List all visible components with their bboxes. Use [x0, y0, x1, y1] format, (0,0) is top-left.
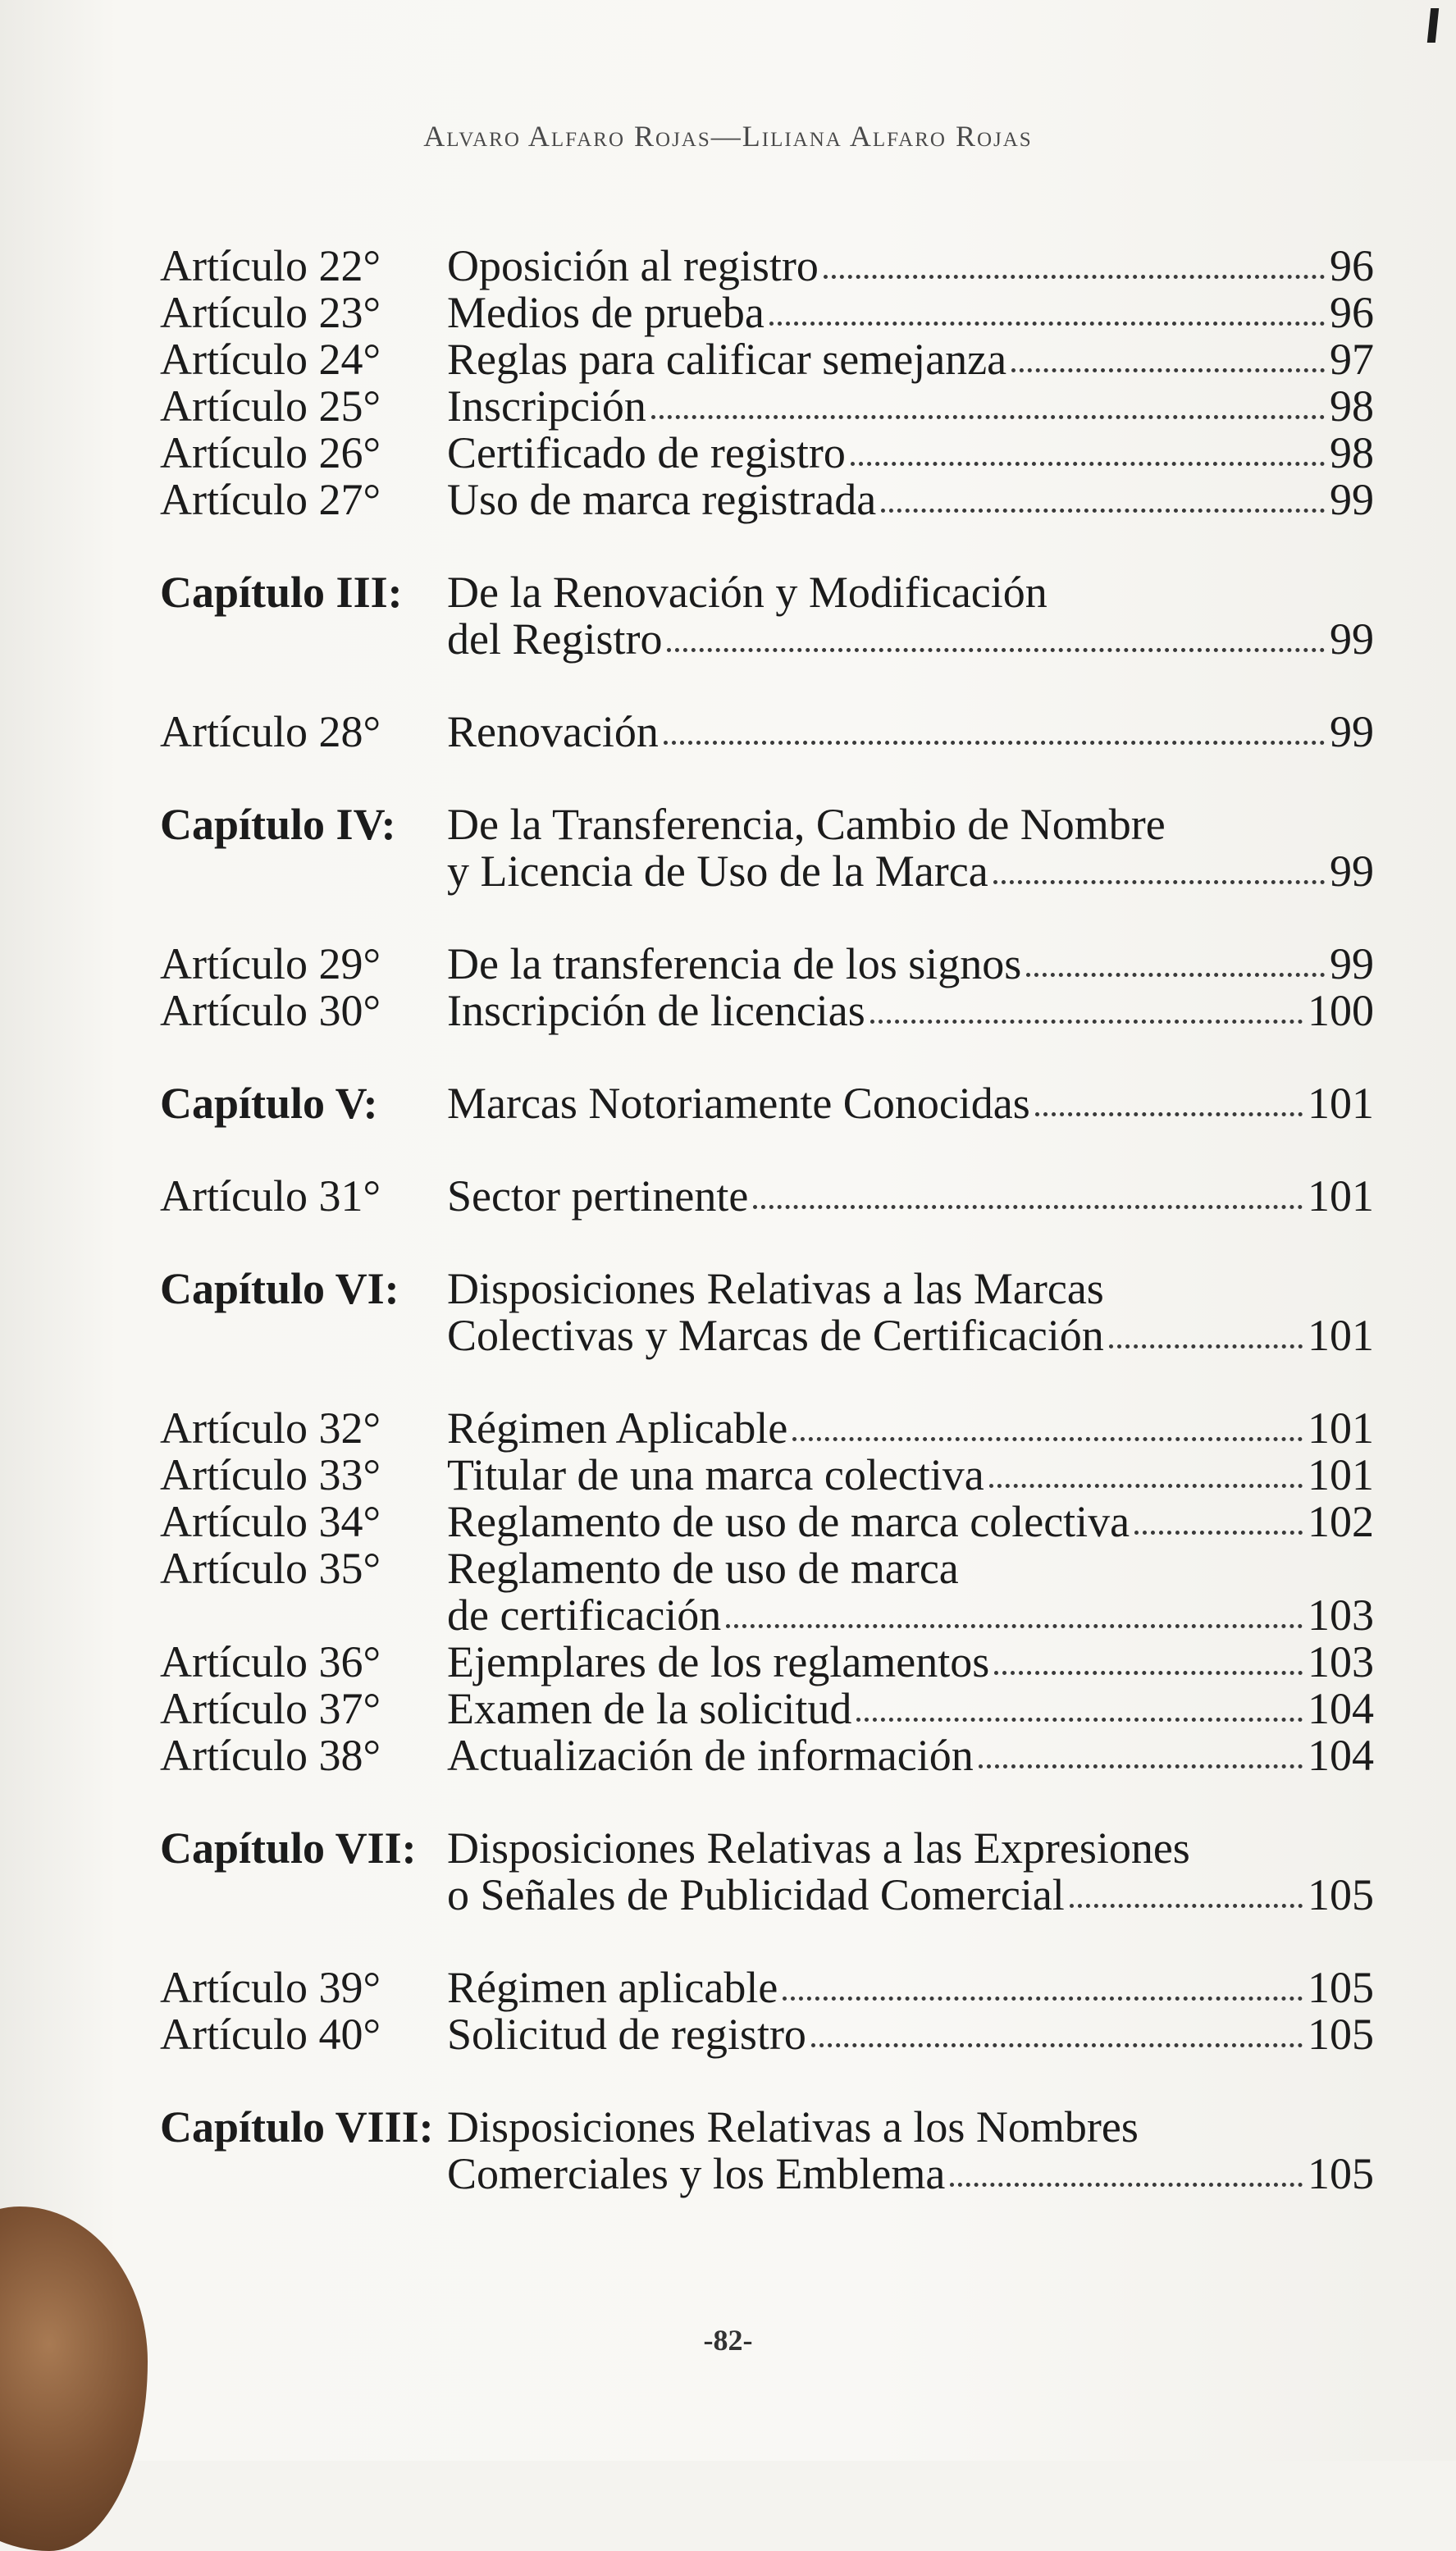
toc-chapter-row	[160, 1080, 1374, 1127]
dot-leader	[989, 1484, 1303, 1488]
dot-leader	[664, 741, 1325, 745]
dot-leader	[950, 2183, 1303, 2187]
entry-title: Actualización de información	[447, 1731, 974, 1780]
toc-article-row	[160, 1686, 1374, 1732]
toc-chapter-row	[160, 801, 1374, 848]
page-number: -82-	[703, 2324, 753, 2357]
entry-title: Solicitud de registro	[447, 2010, 806, 2059]
entry-page-number: 101	[1308, 1079, 1374, 1128]
toc-chapter-row	[160, 1312, 1374, 1359]
entry-title: Colectivas y Marcas de Certificación	[447, 1311, 1104, 1360]
toc-article-row	[160, 2011, 1374, 2058]
chapter-label: Capítulo III:	[160, 568, 403, 617]
entry-page-number: 101	[1308, 1403, 1374, 1453]
chapter-label: Capítulo VIII:	[160, 2102, 434, 2152]
entry-page-number: 101	[1308, 1171, 1374, 1221]
toc-article-row	[160, 290, 1374, 336]
entry-title: Reglamento de uso de marca colectiva	[447, 1497, 1130, 1546]
dot-leader	[870, 1020, 1303, 1024]
article-label: Artículo 34°	[160, 1497, 381, 1546]
entry-title: del Registro	[447, 614, 663, 664]
article-label: Artículo 27°	[160, 475, 381, 524]
entry-title: Marcas Notoriamente Conocidas	[447, 1079, 1030, 1128]
entry-page-number: 104	[1308, 1731, 1374, 1780]
article-label: Artículo 28°	[160, 707, 381, 756]
dot-leader	[856, 1718, 1303, 1722]
entry-title: Certificado de registro	[447, 428, 846, 477]
toc-article-row	[160, 383, 1374, 430]
dot-leader	[1026, 973, 1325, 977]
entry-page-number: 98	[1330, 428, 1374, 477]
entry-page-number: 102	[1308, 1497, 1374, 1546]
entry-page-number: 99	[1330, 614, 1374, 664]
article-label: Artículo 33°	[160, 1450, 381, 1499]
dot-leader	[1109, 1344, 1303, 1349]
toc-article-row	[160, 1965, 1374, 2011]
entry-title: Examen de la solicitud	[447, 1684, 852, 1733]
entry-page-number: 99	[1330, 707, 1374, 756]
dot-leader	[651, 415, 1325, 419]
toc-article-row	[160, 477, 1374, 523]
dot-leader	[993, 880, 1325, 884]
toc-article-row	[160, 1732, 1374, 1779]
toc-chapter-row	[160, 569, 1374, 616]
entry-page-number: 105	[1308, 1963, 1374, 2012]
entry-page-number: 101	[1308, 1450, 1374, 1499]
entry-title: Comerciales y los Emblema	[447, 2149, 946, 2198]
toc-chapter-row	[160, 1872, 1374, 1919]
article-label: Artículo 30°	[160, 986, 381, 1035]
toc-article-row	[160, 1405, 1374, 1452]
entry-page-number: 100	[1308, 986, 1374, 1035]
running-header: Alvaro Alfaro Rojas—Liliana Alfaro Rojas	[423, 120, 1033, 153]
entry-title: Sector pertinente	[447, 1171, 749, 1221]
toc-article-row	[160, 1499, 1374, 1545]
dot-leader	[824, 275, 1325, 279]
toc-article-row	[160, 709, 1374, 755]
entry-title: De la Renovación y Modificación	[447, 568, 1047, 617]
entry-title: Disposiciones Relativas a las Expresiones	[447, 1823, 1190, 1873]
entry-title: Régimen Aplicable	[447, 1403, 788, 1453]
toc-chapter-row	[160, 2104, 1374, 2151]
entry-title: Ejemplares de los reglamentos	[447, 1637, 990, 1686]
entry-title: Renovación	[447, 707, 659, 756]
chapter-label: Capítulo VI:	[160, 1264, 399, 1313]
entry-title: Reglamento de uso de marca	[447, 1544, 959, 1593]
toc-article-row	[160, 336, 1374, 383]
dot-leader	[726, 1624, 1303, 1628]
dot-leader	[994, 1671, 1303, 1675]
dot-leader	[667, 648, 1325, 652]
article-label: Artículo 37°	[160, 1684, 381, 1733]
toc-article-row	[160, 941, 1374, 988]
article-label: Artículo 35°	[160, 1544, 381, 1593]
dot-leader	[792, 1437, 1303, 1441]
article-label: Artículo 29°	[160, 939, 381, 988]
entry-title: y Licencia de Uso de la Marca	[447, 847, 988, 896]
entry-title: de certificación	[447, 1590, 722, 1640]
entry-page-number: 101	[1308, 1311, 1374, 1360]
table-of-contents	[160, 243, 1374, 2197]
toc-article-row	[160, 1592, 1374, 1639]
dot-leader	[851, 462, 1325, 466]
dot-leader	[1035, 1112, 1303, 1116]
entry-title: Reglas para calificar semejanza	[447, 335, 1007, 384]
dot-leader	[1011, 368, 1325, 372]
chapter-label: Capítulo V:	[160, 1079, 378, 1128]
dot-leader	[769, 322, 1325, 326]
entry-page-number: 96	[1330, 288, 1374, 337]
article-label: Artículo 22°	[160, 241, 381, 290]
toc-chapter-row	[160, 616, 1374, 663]
dot-leader	[783, 1997, 1303, 2001]
dot-leader	[979, 1764, 1303, 1768]
entry-page-number: 103	[1308, 1590, 1374, 1640]
entry-title: Inscripción de licencias	[447, 986, 865, 1035]
toc-article-row	[160, 1639, 1374, 1686]
entry-page-number: 98	[1330, 381, 1374, 431]
entry-title: o Señales de Publicidad Comercial	[447, 1870, 1065, 1919]
entry-title: Régimen aplicable	[447, 1963, 778, 2012]
article-label: Artículo 25°	[160, 381, 381, 431]
dot-leader	[1134, 1531, 1303, 1535]
toc-article-row	[160, 1173, 1374, 1220]
article-label: Artículo 32°	[160, 1403, 381, 1453]
chapter-label: Capítulo IV:	[160, 800, 396, 849]
toc-article-row	[160, 1452, 1374, 1499]
entry-page-number: 99	[1330, 847, 1374, 896]
toc-chapter-row	[160, 848, 1374, 895]
dot-leader	[881, 509, 1325, 513]
article-label: Artículo 31°	[160, 1171, 381, 1221]
entry-title: Inscripción	[447, 381, 646, 431]
entry-title: Titular de una marca colectiva	[447, 1450, 984, 1499]
article-label: Artículo 23°	[160, 288, 381, 337]
entry-title: De la transferencia de los signos	[447, 939, 1022, 988]
entry-page-number: 96	[1330, 241, 1374, 290]
entry-page-number: 104	[1308, 1684, 1374, 1733]
toc-article-row	[160, 243, 1374, 290]
entry-title: Uso de marca registrada	[447, 475, 877, 524]
entry-title: Oposición al registro	[447, 241, 819, 290]
entry-title: De la Transferencia, Cambio de Nombre	[447, 800, 1166, 849]
toc-article-row	[160, 1545, 1374, 1592]
entry-page-number: 105	[1308, 2010, 1374, 2059]
thumb-photo-artifact	[0, 2206, 148, 2551]
dot-leader	[753, 1205, 1303, 1209]
toc-chapter-row	[160, 1825, 1374, 1872]
entry-title: Disposiciones Relativas a las Marcas	[447, 1264, 1104, 1313]
entry-page-number: 105	[1308, 1870, 1374, 1919]
entry-title: Disposiciones Relativas a los Nombres	[447, 2102, 1139, 2152]
chapter-label: Capítulo VII:	[160, 1823, 417, 1873]
entry-page-number: 99	[1330, 939, 1374, 988]
article-label: Artículo 36°	[160, 1637, 381, 1686]
dot-leader	[1070, 1904, 1303, 1908]
article-label: Artículo 40°	[160, 2010, 381, 2059]
entry-page-number: 99	[1330, 475, 1374, 524]
entry-page-number: 97	[1330, 335, 1374, 384]
article-label: Artículo 24°	[160, 335, 381, 384]
dot-leader	[811, 2043, 1303, 2047]
article-label: Artículo 39°	[160, 1963, 381, 2012]
article-label: Artículo 26°	[160, 428, 381, 477]
toc-chapter-row	[160, 1266, 1374, 1312]
entry-page-number: 105	[1308, 2149, 1374, 2198]
toc-article-row	[160, 430, 1374, 477]
page-corner-mark	[1427, 8, 1439, 43]
toc-article-row	[160, 988, 1374, 1034]
entry-page-number: 103	[1308, 1637, 1374, 1686]
entry-title: Medios de prueba	[447, 288, 765, 337]
article-label: Artículo 38°	[160, 1731, 381, 1780]
toc-chapter-row	[160, 2151, 1374, 2197]
